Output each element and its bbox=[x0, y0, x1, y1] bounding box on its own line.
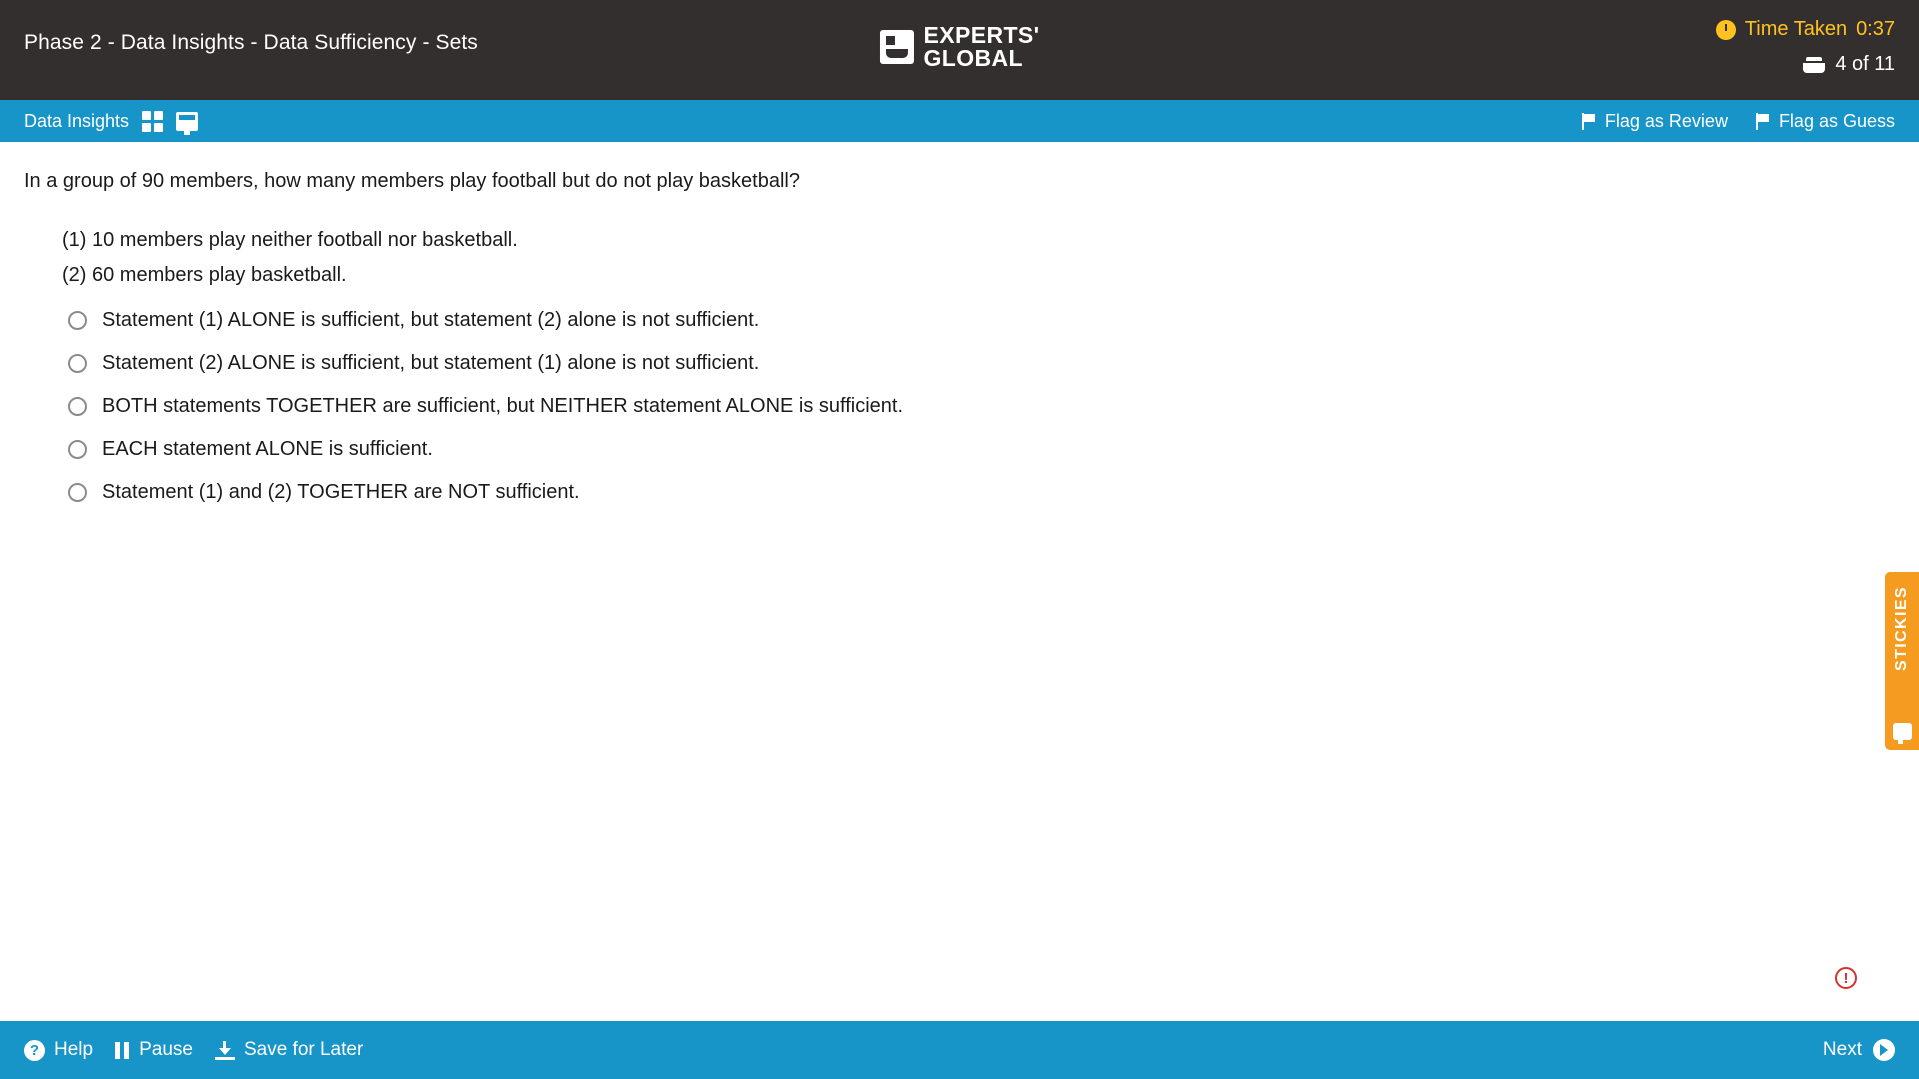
alert-icon[interactable]: ! bbox=[1835, 967, 1857, 989]
radio-button-3[interactable] bbox=[68, 397, 87, 416]
save-for-later-button[interactable] bbox=[215, 1039, 363, 1061]
answer-choice-label-3: BOTH statements TOGETHER are sufficient, but NEITHER statement ALONE is sufficient. bbox=[102, 395, 904, 417]
flag-as-guess-label: Flag as Guess bbox=[1778, 110, 1895, 131]
pause-icon bbox=[115, 1042, 130, 1059]
radio-button-4[interactable] bbox=[68, 440, 87, 459]
grid-layout-icon[interactable] bbox=[142, 111, 163, 132]
grid-cell bbox=[142, 123, 151, 132]
answer-choice-1[interactable] bbox=[68, 309, 1895, 332]
pause-label: Pause bbox=[139, 1039, 193, 1060]
question-stack-icon bbox=[1803, 57, 1825, 73]
download-save-icon bbox=[215, 1041, 235, 1060]
radio-button-1[interactable] bbox=[68, 311, 87, 330]
logo-mark-icon bbox=[879, 30, 913, 64]
answer-choice-label-5: Statement (1) and (2) TOGETHER are NOT sufficient. bbox=[102, 481, 580, 503]
flag-icon bbox=[1756, 113, 1770, 130]
arrow-right-icon bbox=[1873, 1039, 1895, 1061]
statement-list bbox=[62, 229, 1895, 287]
bottom-left-group bbox=[24, 1039, 363, 1061]
timer-value: 0:37 bbox=[1856, 18, 1895, 40]
question-counter bbox=[1716, 53, 1895, 76]
toolbar-left-group bbox=[24, 111, 198, 132]
save-arrow-glyph bbox=[219, 1048, 231, 1055]
flag-as-review-label: Flag as Review bbox=[1604, 110, 1728, 131]
statement-item: (1) 10 members play neither football nor basketball. bbox=[62, 229, 518, 251]
next-button[interactable] bbox=[1823, 1039, 1895, 1061]
question-text: In a group of 90 members, how many members play football but do not play basketball? bbox=[24, 170, 800, 192]
logo-text bbox=[923, 24, 1039, 71]
section-toolbar bbox=[0, 100, 1919, 142]
timer bbox=[1716, 18, 1895, 41]
question-counter-value: 4 of 11 bbox=[1835, 53, 1895, 75]
bottom-toolbar bbox=[0, 1021, 1919, 1079]
statement-item: (2) 60 members play basketball. bbox=[62, 264, 347, 286]
radio-button-5[interactable] bbox=[68, 483, 87, 502]
help-label: Help bbox=[54, 1039, 94, 1060]
timer-and-counter bbox=[1716, 18, 1895, 76]
flag-as-guess-button[interactable] bbox=[1756, 111, 1895, 132]
timer-label: Time Taken bbox=[1744, 18, 1848, 40]
logo-line-1: EXPERTS' bbox=[923, 22, 1040, 48]
help-icon: ? bbox=[24, 1040, 45, 1061]
pause-button[interactable] bbox=[115, 1039, 193, 1061]
grid-cell bbox=[142, 111, 151, 120]
answer-choice-5[interactable] bbox=[68, 481, 1895, 504]
top-header-bar bbox=[0, 0, 1919, 100]
next-label: Next bbox=[1822, 1039, 1862, 1060]
stickies-label: STICKIES bbox=[1893, 586, 1910, 671]
flag-as-review-button[interactable] bbox=[1582, 111, 1728, 132]
answer-choice-4[interactable] bbox=[68, 438, 1895, 461]
toolbar-right-group bbox=[1582, 111, 1895, 132]
answer-choice-3[interactable] bbox=[68, 395, 1895, 418]
clock-icon bbox=[1716, 20, 1736, 40]
save-for-later-label: Save for Later bbox=[243, 1039, 364, 1060]
stickies-tab[interactable] bbox=[1885, 572, 1919, 750]
help-button[interactable] bbox=[24, 1039, 93, 1061]
answer-choice-label-4: EACH statement ALONE is sufficient. bbox=[102, 438, 433, 460]
question-content-area bbox=[0, 142, 1919, 1021]
answer-choice-2[interactable] bbox=[68, 352, 1895, 375]
grid-cell bbox=[154, 111, 163, 120]
experts-global-logo bbox=[879, 24, 1039, 71]
radio-button-2[interactable] bbox=[68, 354, 87, 373]
logo-line-2: GLOBAL bbox=[923, 45, 1023, 72]
section-label: Data Insights bbox=[24, 110, 130, 131]
flag-icon bbox=[1582, 113, 1596, 130]
sticky-note-icon bbox=[1893, 723, 1912, 740]
calculator-icon[interactable] bbox=[176, 112, 198, 131]
answer-choice-list bbox=[68, 309, 1895, 504]
page-title: Phase 2 - Data Insights - Data Sufficiency - Sets bbox=[24, 31, 478, 54]
answer-choice-label-2: Statement (2) ALONE is sufficient, but statement (1) alone is not sufficient. bbox=[102, 352, 760, 374]
grid-cell bbox=[154, 123, 163, 132]
answer-choice-label-1: Statement (1) ALONE is sufficient, but statement (2) alone is not sufficient. bbox=[102, 309, 760, 331]
